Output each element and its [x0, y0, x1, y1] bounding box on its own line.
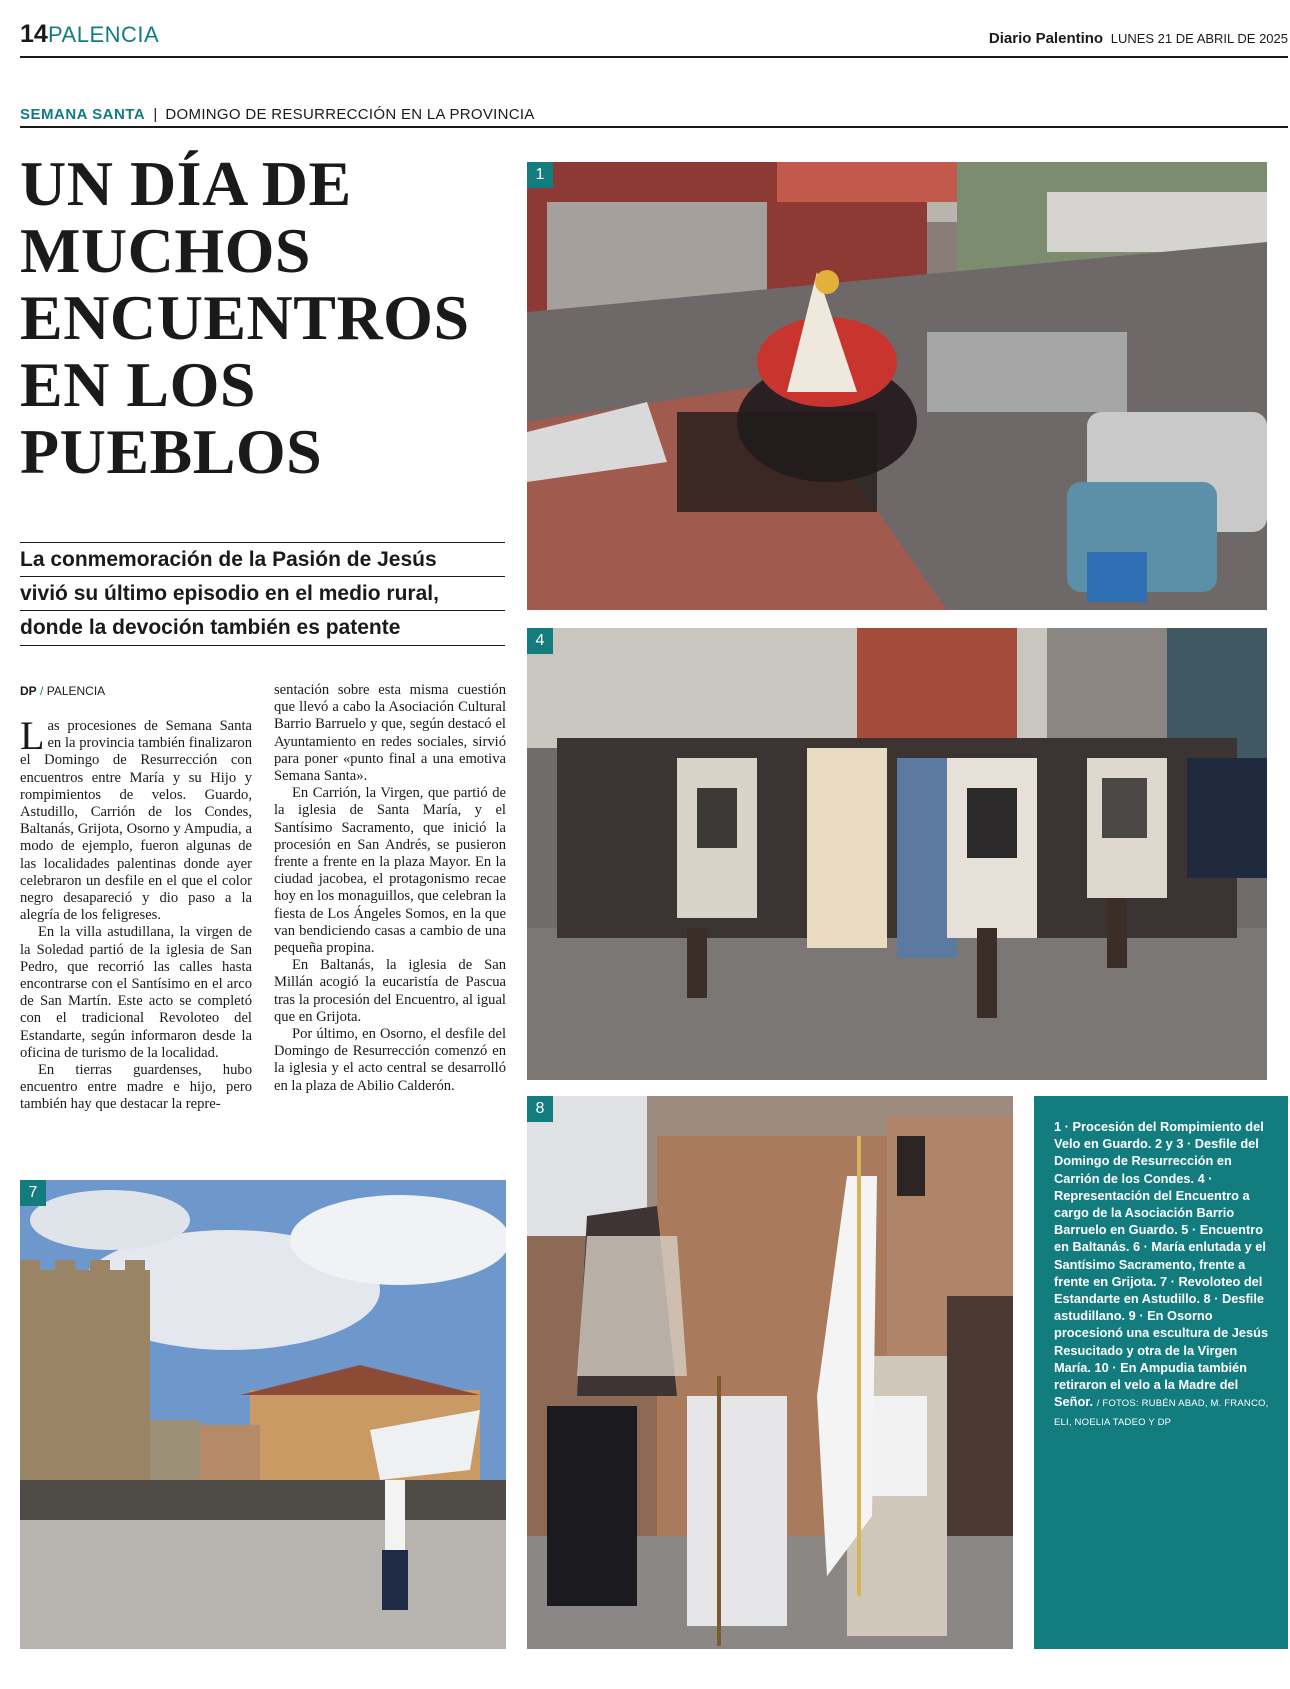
- dropcap: L: [20, 713, 45, 758]
- page-number: 14: [20, 20, 48, 48]
- photo-number: 7: [20, 1180, 46, 1206]
- deck-line: La conmemoración de la Pasión de Jesús: [20, 543, 505, 577]
- deck: [20, 542, 505, 646]
- photo-4-image: [527, 628, 1267, 1080]
- byline-location: PALENCIA: [46, 684, 106, 698]
- photo-encuentro-barrio-barruelo: [527, 628, 1267, 1080]
- body-paragraph: sentación sobre esta misma cuestión que llevó a cabo la Asociación Cultural Barrio Barruelo y que, según destacó el Ayuntamiento en redes sociales, sirvió para poner «punto final a una emotiva Semana Santa».: [274, 682, 506, 785]
- photo-credit: / FOTOS: RUBÉN ABAD, M. FRANCO, ELI, NOELIA TADEO Y DP: [1054, 1398, 1269, 1429]
- headline-line: MUCHOS: [20, 215, 311, 286]
- headline: [20, 150, 500, 485]
- photo-8-image: [527, 1096, 1013, 1649]
- headline-line: EN LOS: [20, 349, 256, 420]
- newspaper-name: Diario Palentino: [988, 30, 1104, 47]
- body-paragraph: En la villa astudillana, la virgen de la Soledad partió de la iglesia de San Pedro, que recorrió las calles hasta encontrarse con el Santísimo en el arco de San Martín. Este acto se completó con el tradicional Revoloteo del Estandarte, según informaron desde la oficina de turismo de la localidad.: [20, 924, 252, 1061]
- photo-desfile-astudillano: [527, 1096, 1013, 1649]
- photo-number: 4: [527, 628, 553, 654]
- caption-paragraph: [1054, 1118, 1270, 1432]
- kicker-topic: SEMANA SANTA: [20, 106, 146, 123]
- body-column-1: [20, 713, 252, 1114]
- kicker-subtopic: DOMINGO DE RESURRECCIÓN EN LA PROVINCIA: [165, 106, 535, 123]
- section-name: PALENCIA: [48, 22, 160, 47]
- headline-line: ENCUENTROS: [20, 282, 470, 353]
- issue-date: LUNES 21 DE ABRIL DE 2025: [1110, 31, 1288, 46]
- byline-separator: /: [40, 684, 44, 698]
- deck-line: vivió su último episodio en el medio rural,: [20, 577, 505, 611]
- photo-number: 8: [527, 1096, 553, 1122]
- body-paragraph: En Baltanás, la iglesia de San Millán acogió la eucaristía de Pascua tras la procesión del Encuentro, al igual que en Grijota.: [274, 957, 506, 1025]
- photo-revoloteo-estandarte: [20, 1180, 506, 1649]
- page-header: [20, 18, 1288, 58]
- photo-7-image: [20, 1180, 506, 1649]
- kicker: [20, 106, 1288, 128]
- photo-procession-guardo: [527, 162, 1267, 610]
- byline-agency: DP: [20, 684, 37, 698]
- deck-line: donde la devoción también es patente: [20, 616, 401, 639]
- body-paragraph: Por último, en Osorno, el desfile del Domingo de Resurrección comenzó en la iglesia y el acto central se desarrolló en la plaza de Abilio Calderón.: [274, 1026, 506, 1094]
- photo-captions: [1034, 1096, 1288, 1649]
- headline-line: PUEBLOS: [20, 416, 323, 487]
- byline: [20, 684, 105, 698]
- photo-number: 1: [527, 162, 553, 188]
- masthead: [989, 30, 1288, 47]
- caption-text: 1 · Procesión del Rompimiento del Velo en Guardo. 2 y 3 · Desfile del Domingo de Resurrección en Carrión de los Condes. 4 · Representación del Encuentro a cargo de la Asociación Barrio Barruelo en Guardo. 5 · Encuentro en Baltanás. 6 · María enlutada y el Santísimo Sacramento, frente a frente en Grijota. 7 · Revoloteo del Estandarte en Astudillo. 8 · Desfile astudillano. 9 · En Osorno procesionó una escultura de Jesús Resucitado y otra de la Virgen María. 10 · En Ampudia también retiraron el velo a la Madre del Señor.: [1054, 1119, 1269, 1410]
- headline-line: UN DÍA DE: [20, 148, 352, 219]
- photo-1-image: [527, 162, 1267, 610]
- kicker-separator: |: [153, 106, 158, 123]
- body-paragraph: En tierras guardenses, hubo encuentro entre madre e hijo, pero también hay que destacar la repre-: [20, 1062, 252, 1113]
- paragraph-text: as procesiones de Semana Santa en la provincia también finalizaron el Domingo de Resurrección con encuentros entre María y su Hijo y rompimientos de velos. Guardo, Astudillo, Carrión de los Condes, Baltanás, Grijota, Osorno y Ampudia, a modo de ejemplo, fueron algunas de las localidades palentinas donde ayer celebraron un desfile en el que el color negro desapareció y dio paso a la alegría de los feligreses.: [20, 718, 252, 924]
- body-paragraph: [20, 713, 252, 924]
- body-paragraph: En Carrión, la Virgen, que partió de la iglesia de Santa María, y el Santísimo Sacramento, que inició la procesión en San Andrés, se pusieron frente a frente en la plaza Mayor. En la ciudad jacobea, el protagonismo recae hoy en los monaguillos, que celebran la fiesta de Los Ángeles Somos, en la que van bendiciendo casas a cambio de una pequeña propina.: [274, 785, 506, 957]
- body-column-2: [274, 682, 506, 1095]
